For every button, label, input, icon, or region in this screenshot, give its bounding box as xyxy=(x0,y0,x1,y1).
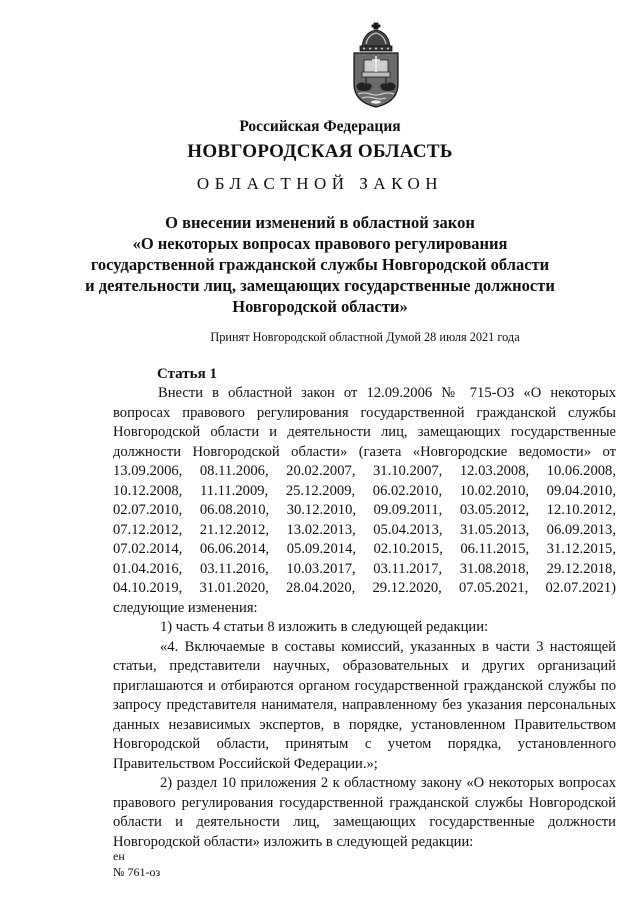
body-paragraph: «4. Включаемые в составы комиссий, указанных в части 3 настоящей статьи, представители научных, образовательных и других организаций приглашаются и отбираются органом государственной гражданской службы по запросу представителя нанимателя, направленному без указания персональных данных независимых экспертов, в порядке, установленном Правительством Новгородской области, принятым с учетом порядка, установленного Правительством Российской Федерации.»; xyxy=(113,638,616,772)
document-type: ОБЛАСТНОЙ ЗАКОН xyxy=(196,174,444,193)
adoption-note: Принят Новгородской областной Думой 28 июля 2021 года xyxy=(210,330,520,344)
region-name: НОВГОРОДСКАЯ ОБЛАСТЬ xyxy=(187,141,453,162)
title-line: О внесении изменений в областной закон xyxy=(165,213,475,232)
title-line: Новгородской области» xyxy=(232,297,408,316)
title-line: «О некоторых вопросах правового регулирования xyxy=(132,234,508,253)
law-title xyxy=(0,212,640,317)
footer-number: № 761-оз xyxy=(113,865,161,879)
footer-initials: ен xyxy=(113,849,125,863)
article-heading: Статья 1 xyxy=(157,366,217,382)
article-body xyxy=(113,384,616,852)
country-name: Российская Федерация xyxy=(239,118,401,135)
body-paragraph: 2) раздел 10 приложения 2 к областному закону «О некоторых вопросах правового регулирования государственной гражданской службы Новгородской области и деятельности лиц, замещающих государственные должности Новгородской области» изложить в следующей редакции: xyxy=(113,775,616,850)
shield-icon xyxy=(354,53,398,107)
body-paragraph: 1) часть 4 статьи 8 изложить в следующей редакции: xyxy=(160,619,489,635)
title-line: и деятельности лиц, замещающих государственные должности xyxy=(85,276,555,295)
title-line: государственной гражданской службы Новгородской области xyxy=(90,255,550,274)
novgorod-coat-of-arms xyxy=(344,22,408,108)
crown-icon xyxy=(360,23,392,51)
document-footer xyxy=(113,848,160,880)
body-paragraph: Внести в областной закон от 12.09.2006 № 715-ОЗ «О некоторых вопросах правового регулирования государственной гражданской службы Новгородской области и деятельности лиц, замещающих государственные должности Новгородской области» (газета «Новгородские ведомости» от 13.09.2006, 08.11.2006, 20.02.2007, 31.10.2007, 12.03.2008, 10.06.2008, 10.12.2008, 11.11.2009, 25.12.2009, 06.02.2010, 10.02.2010, 09.04.2010, 02.07.2010, 06.08.2010, 30.12.2010, 09.09.2011, 03.05.2012, 12.10.2012, 07.12.2012, 21.12.2012, 13.02.2013, 05.04.2013, 31.05.2013, 06.09.2013, 07.02.2014, 06.06.2014, 05.09.2014, 02.10.2015, 06.11.2015, 31.12.2015, 01.04.2016, 03.11.2016, 10.03.2017, 03.11.2017, 31.08.2018, 29.12.2018, 04.10.2019, 31.01.2020, 28.04.2020, 29.12.2020, 07.05.2021, 02.07.2021) следующие изменения: xyxy=(113,385,616,616)
